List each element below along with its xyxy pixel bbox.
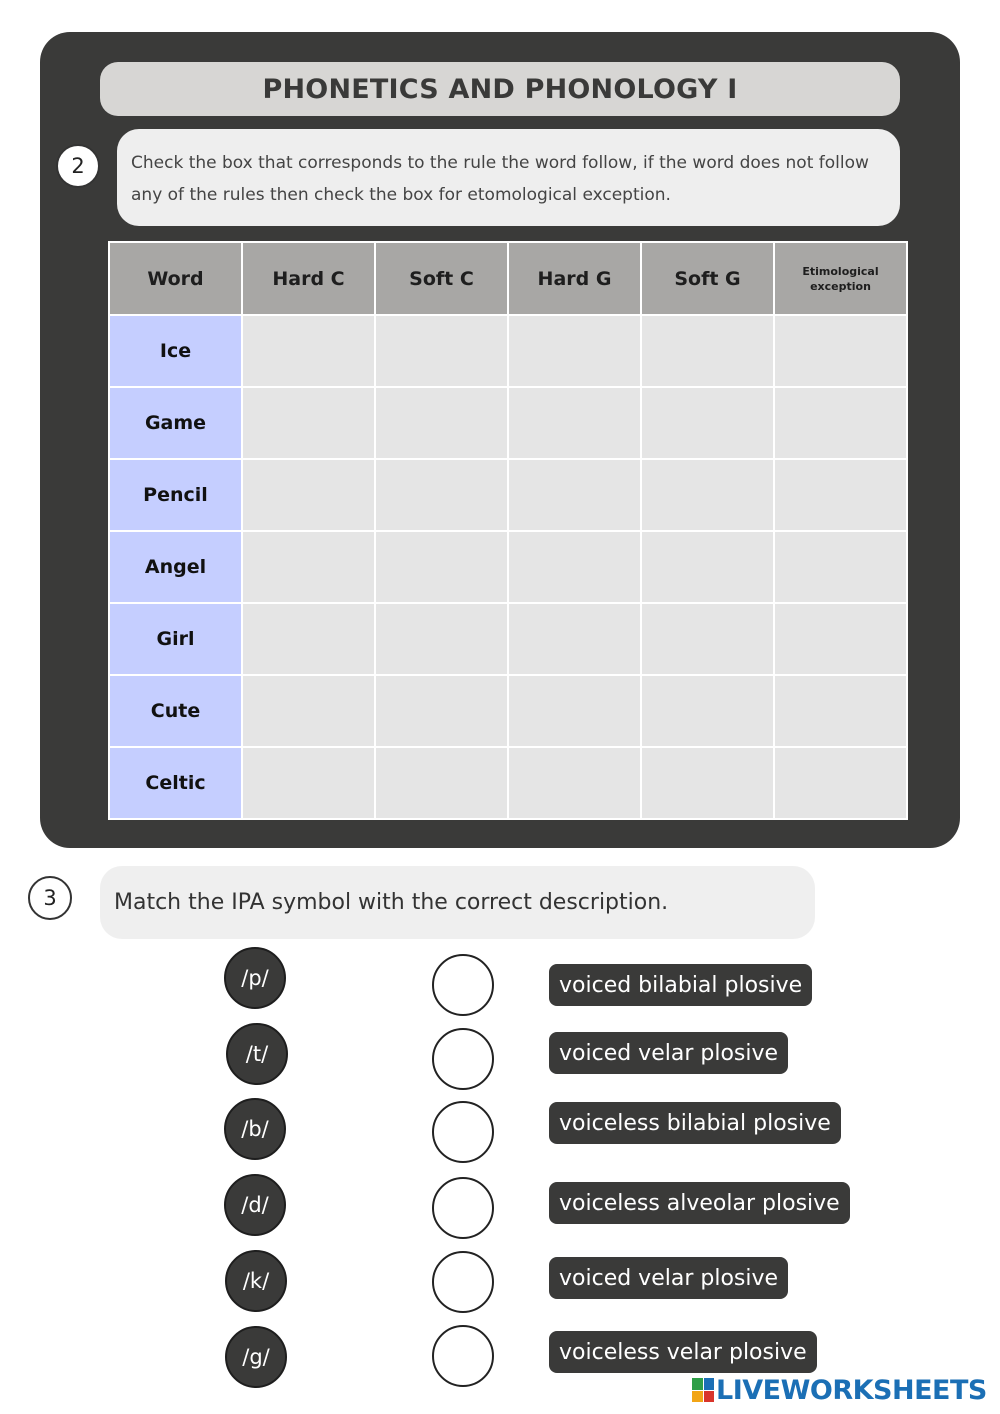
checkbox-cell-hard-g[interactable] [508,531,641,603]
word-cell: Pencil [109,459,242,531]
answer-circle-5[interactable] [432,1251,494,1313]
ipa-symbol: /g/ [225,1326,287,1388]
word-cell: Game [109,387,242,459]
table-row [109,387,907,459]
description-label: voiceless velar plosive [549,1331,817,1373]
checkbox-cell-hard-c[interactable] [242,531,375,603]
checkbox-cell-exception[interactable] [774,459,907,531]
checkbox-cell-soft-c[interactable] [375,459,508,531]
word-cell: Ice [109,315,242,387]
header-etimological-exception-label: Etimological exception [802,264,879,293]
liveworksheets-logo-icon [692,1378,714,1402]
checkbox-cell-soft-g[interactable] [641,675,774,747]
description-label: voiced bilabial plosive [549,964,812,1006]
checkbox-cell-soft-g[interactable] [641,315,774,387]
checkbox-cell-hard-g[interactable] [508,459,641,531]
description-label: voiced velar plosive [549,1257,788,1299]
checkbox-cell-soft-g[interactable] [641,387,774,459]
header-hard-c: Hard C [242,242,375,315]
header-soft-g: Soft G [641,242,774,315]
checkbox-cell-soft-c[interactable] [375,675,508,747]
word-cell: Girl [109,603,242,675]
word-cell: Angel [109,531,242,603]
checkbox-cell-hard-c[interactable] [242,747,375,819]
exercise-2-number: 2 [56,144,100,188]
header-soft-c: Soft C [375,242,508,315]
description-label: voiceless alveolar plosive [549,1182,850,1224]
checkbox-cell-exception[interactable] [774,747,907,819]
checkbox-cell-hard-c[interactable] [242,387,375,459]
table-row [109,459,907,531]
checkbox-cell-hard-c[interactable] [242,459,375,531]
table-row [109,747,907,819]
header-word: Word [109,242,242,315]
exercise-3-instruction: Match the IPA symbol with the correct description. [100,866,815,939]
checkbox-cell-exception[interactable] [774,675,907,747]
liveworksheets-logo-text: LIVEWORKSHEETS [716,1374,987,1406]
checkbox-cell-exception[interactable] [774,531,907,603]
header-hard-g: Hard G [508,242,641,315]
answer-circle-3[interactable] [432,1101,494,1163]
table-row [109,531,907,603]
ipa-symbol: /d/ [224,1174,286,1236]
table-row [109,603,907,675]
checkbox-cell-hard-g[interactable] [508,387,641,459]
table-header-row [109,242,907,315]
answer-circle-2[interactable] [432,1028,494,1090]
word-cell: Cute [109,675,242,747]
checkbox-cell-soft-c[interactable] [375,315,508,387]
word-cell: Celtic [109,747,242,819]
description-label: voiced velar plosive [549,1032,788,1074]
checkbox-cell-soft-c[interactable] [375,531,508,603]
page-title: PHONETICS AND PHONOLOGY I [100,62,900,116]
checkbox-cell-soft-g[interactable] [641,747,774,819]
checkbox-cell-hard-c[interactable] [242,315,375,387]
checkbox-cell-soft-g[interactable] [641,603,774,675]
answer-circle-4[interactable] [432,1177,494,1239]
checkbox-cell-hard-c[interactable] [242,603,375,675]
checkbox-cell-hard-c[interactable] [242,675,375,747]
checkbox-cell-exception[interactable] [774,603,907,675]
checkbox-cell-hard-g[interactable] [508,603,641,675]
ipa-symbol: /t/ [226,1023,288,1085]
description-label: voiceless bilabial plosive [549,1102,841,1144]
checkbox-cell-hard-g[interactable] [508,747,641,819]
checkbox-cell-soft-c[interactable] [375,747,508,819]
exercise-3-number: 3 [28,876,72,920]
checkbox-cell-soft-g[interactable] [641,459,774,531]
checkbox-cell-exception[interactable] [774,315,907,387]
rules-table [108,241,908,820]
checkbox-cell-soft-g[interactable] [641,531,774,603]
exercise-2-instruction: Check the box that corresponds to the rule the word follow, if the word does not follow any of the rules then check the box for etomological exception. [117,129,900,226]
answer-circle-6[interactable] [432,1325,494,1387]
checkbox-cell-hard-g[interactable] [508,675,641,747]
table-row [109,315,907,387]
ipa-symbol: /p/ [224,947,286,1009]
checkbox-cell-exception[interactable] [774,387,907,459]
table-row [109,675,907,747]
liveworksheets-logo [692,1374,987,1406]
ipa-symbol: /b/ [224,1098,286,1160]
checkbox-cell-soft-c[interactable] [375,387,508,459]
ipa-symbol: /k/ [225,1250,287,1312]
answer-circle-1[interactable] [432,954,494,1016]
checkbox-cell-hard-g[interactable] [508,315,641,387]
header-etimological-exception [774,242,907,315]
checkbox-cell-soft-c[interactable] [375,603,508,675]
